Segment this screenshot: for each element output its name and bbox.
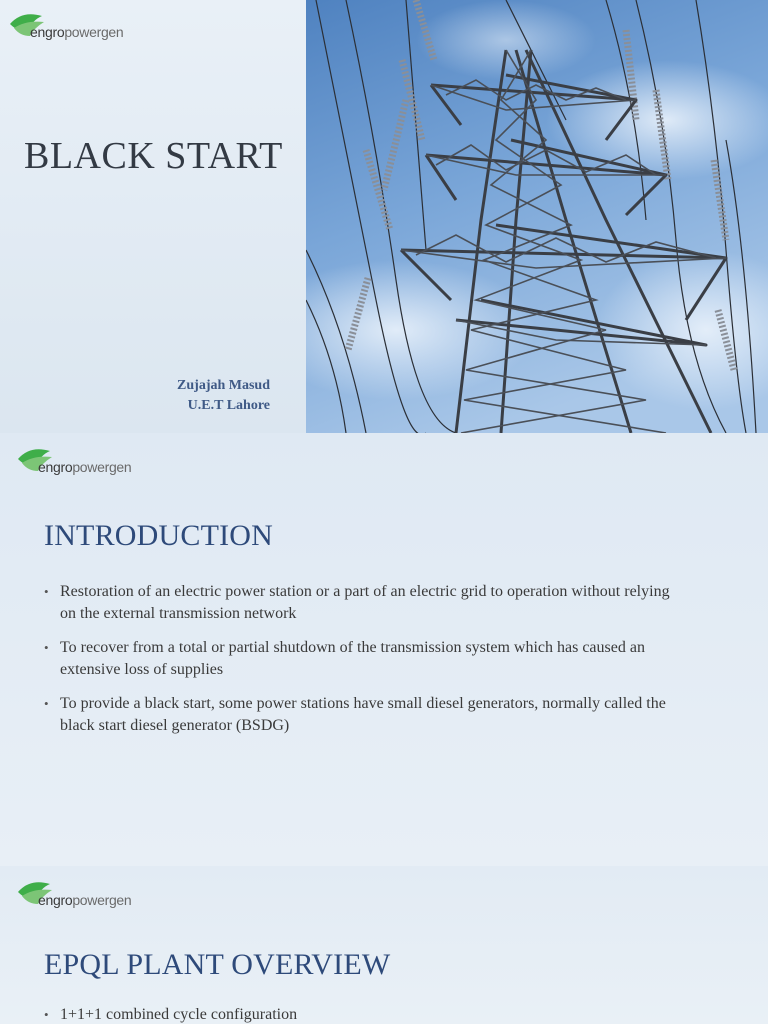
bullet-list bbox=[44, 1004, 684, 1024]
transmission-tower-photo bbox=[306, 0, 768, 433]
engro-logo bbox=[8, 10, 123, 40]
bullet-item: • 1+1+1 combined cycle configuration bbox=[44, 1004, 684, 1024]
slide-plant-overview bbox=[0, 866, 768, 1024]
bullet-item: • Restoration of an electric power station or a part of an electric grid to operation without relying on the external transmission network bbox=[44, 581, 684, 625]
slide-heading: INTRODUCTION bbox=[44, 519, 274, 552]
slide-heading: EPQL PLANT OVERVIEW bbox=[44, 948, 391, 981]
bullet-item: • To provide a black start, some power stations have small diesel generators, normally called the black start diesel generator (BSDG) bbox=[44, 693, 684, 737]
author-block bbox=[177, 376, 270, 416]
author-affiliation: U.E.T Lahore bbox=[187, 398, 270, 413]
bullet-item: • To recover from a total or partial shutdown of the transmission system which has caused an extensive loss of supplies bbox=[44, 637, 684, 681]
engro-logo bbox=[16, 445, 131, 475]
slide-introduction bbox=[0, 433, 768, 866]
engro-logo bbox=[16, 878, 131, 908]
presentation-title: BLACK START bbox=[24, 135, 283, 177]
logo-wordmark: engropowergen bbox=[38, 892, 132, 908]
logo-wordmark: engropowergen bbox=[30, 24, 124, 40]
logo-wordmark: engropowergen bbox=[38, 459, 132, 475]
slide-title bbox=[0, 0, 768, 433]
bullet-list bbox=[44, 581, 684, 749]
author-name: Zujajah Masud bbox=[177, 378, 270, 393]
